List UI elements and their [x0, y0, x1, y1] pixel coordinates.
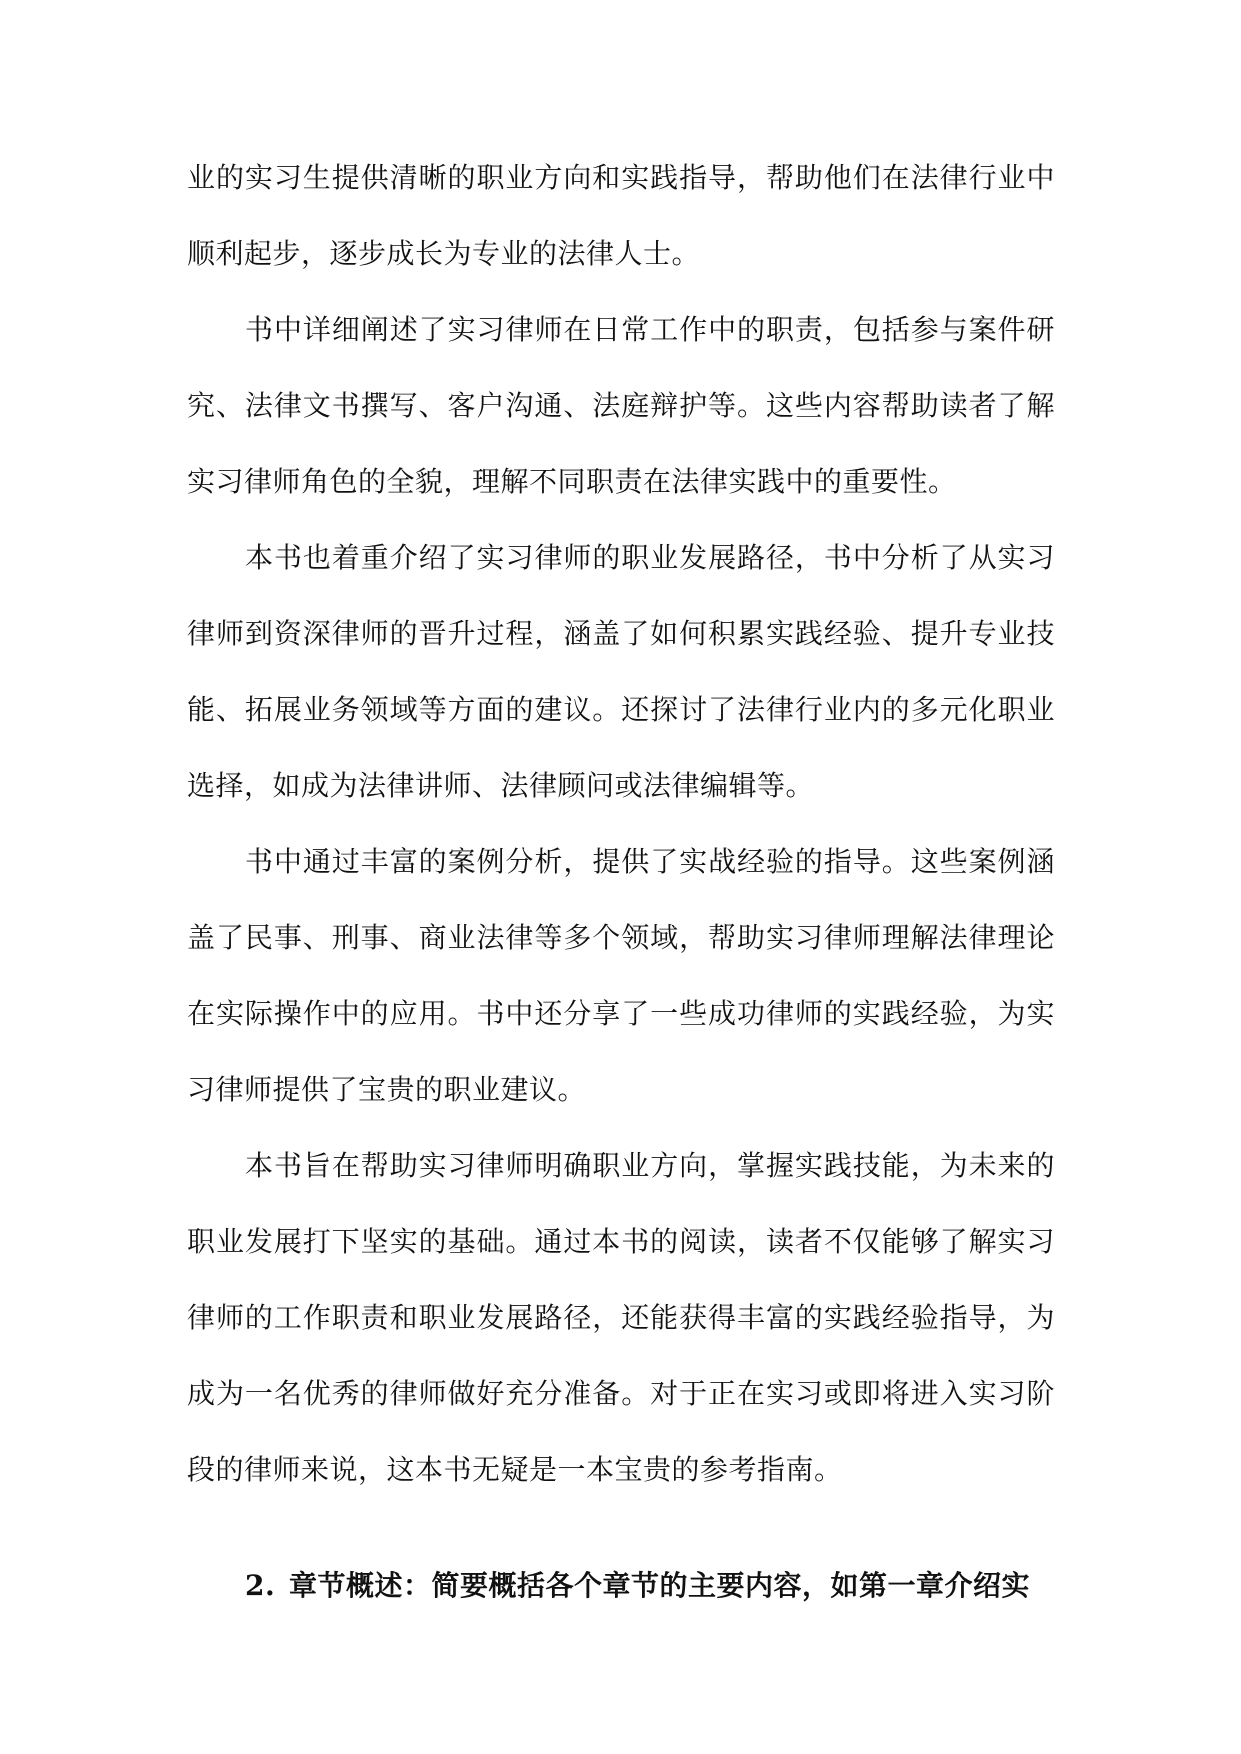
paragraph-conclusion: 本书旨在帮助实习律师明确职业方向，掌握实践技能，为未来的职业发展打下坚实的基础。通过本书的阅读，读者不仅能够了解实习律师的工作职责和职业发展路径，还能获得丰富的实践经验指导，为成为一名优秀的律师做好充分准备。对于正在实习或即将进入实习阶段的律师来说，这本书无疑是一本宝贵的参考指南。 — [187, 1149, 1055, 1486]
section-heading — [187, 1548, 1055, 1624]
paragraph-career-path: 本书也着重介绍了实习律师的职业发展路径，书中分析了从实习律师到资深律师的晋升过程，涵盖了如何积累实践经验、提升专业技能、拓展业务领域等方面的建议。还探讨了法律行业内的多元化职业选择，如成为法律讲师、法律顾问或法律编辑等。 — [187, 541, 1055, 802]
page-body — [187, 140, 1055, 1624]
paragraph-case-analysis: 书中通过丰富的案例分析，提供了实战经验的指导。这些案例涵盖了民事、刑事、商业法律等多个领域，帮助实习律师理解法律理论在实际操作中的应用。书中还分享了一些成功律师的实践经验，为实习律师提供了宝贵的职业建议。 — [187, 845, 1055, 1106]
paragraph-continuation: 业的实习生提供清晰的职业方向和实践指导，帮助他们在法律行业中顺利起步，逐步成长为专业的法律人士。 — [187, 161, 1055, 270]
paragraph-responsibilities: 书中详细阐述了实习律师在日常工作中的职责，包括参与案件研究、法律文书撰写、客户沟通、法庭辩护等。这些内容帮助读者了解实习律师角色的全貌，理解不同职责在法律实践中的重要性。 — [187, 313, 1055, 498]
section-number: 2. — [245, 1569, 276, 1602]
section-title: 章节概述：简要概括各个章节的主要内容，如第一章介绍实 — [289, 1569, 1031, 1602]
